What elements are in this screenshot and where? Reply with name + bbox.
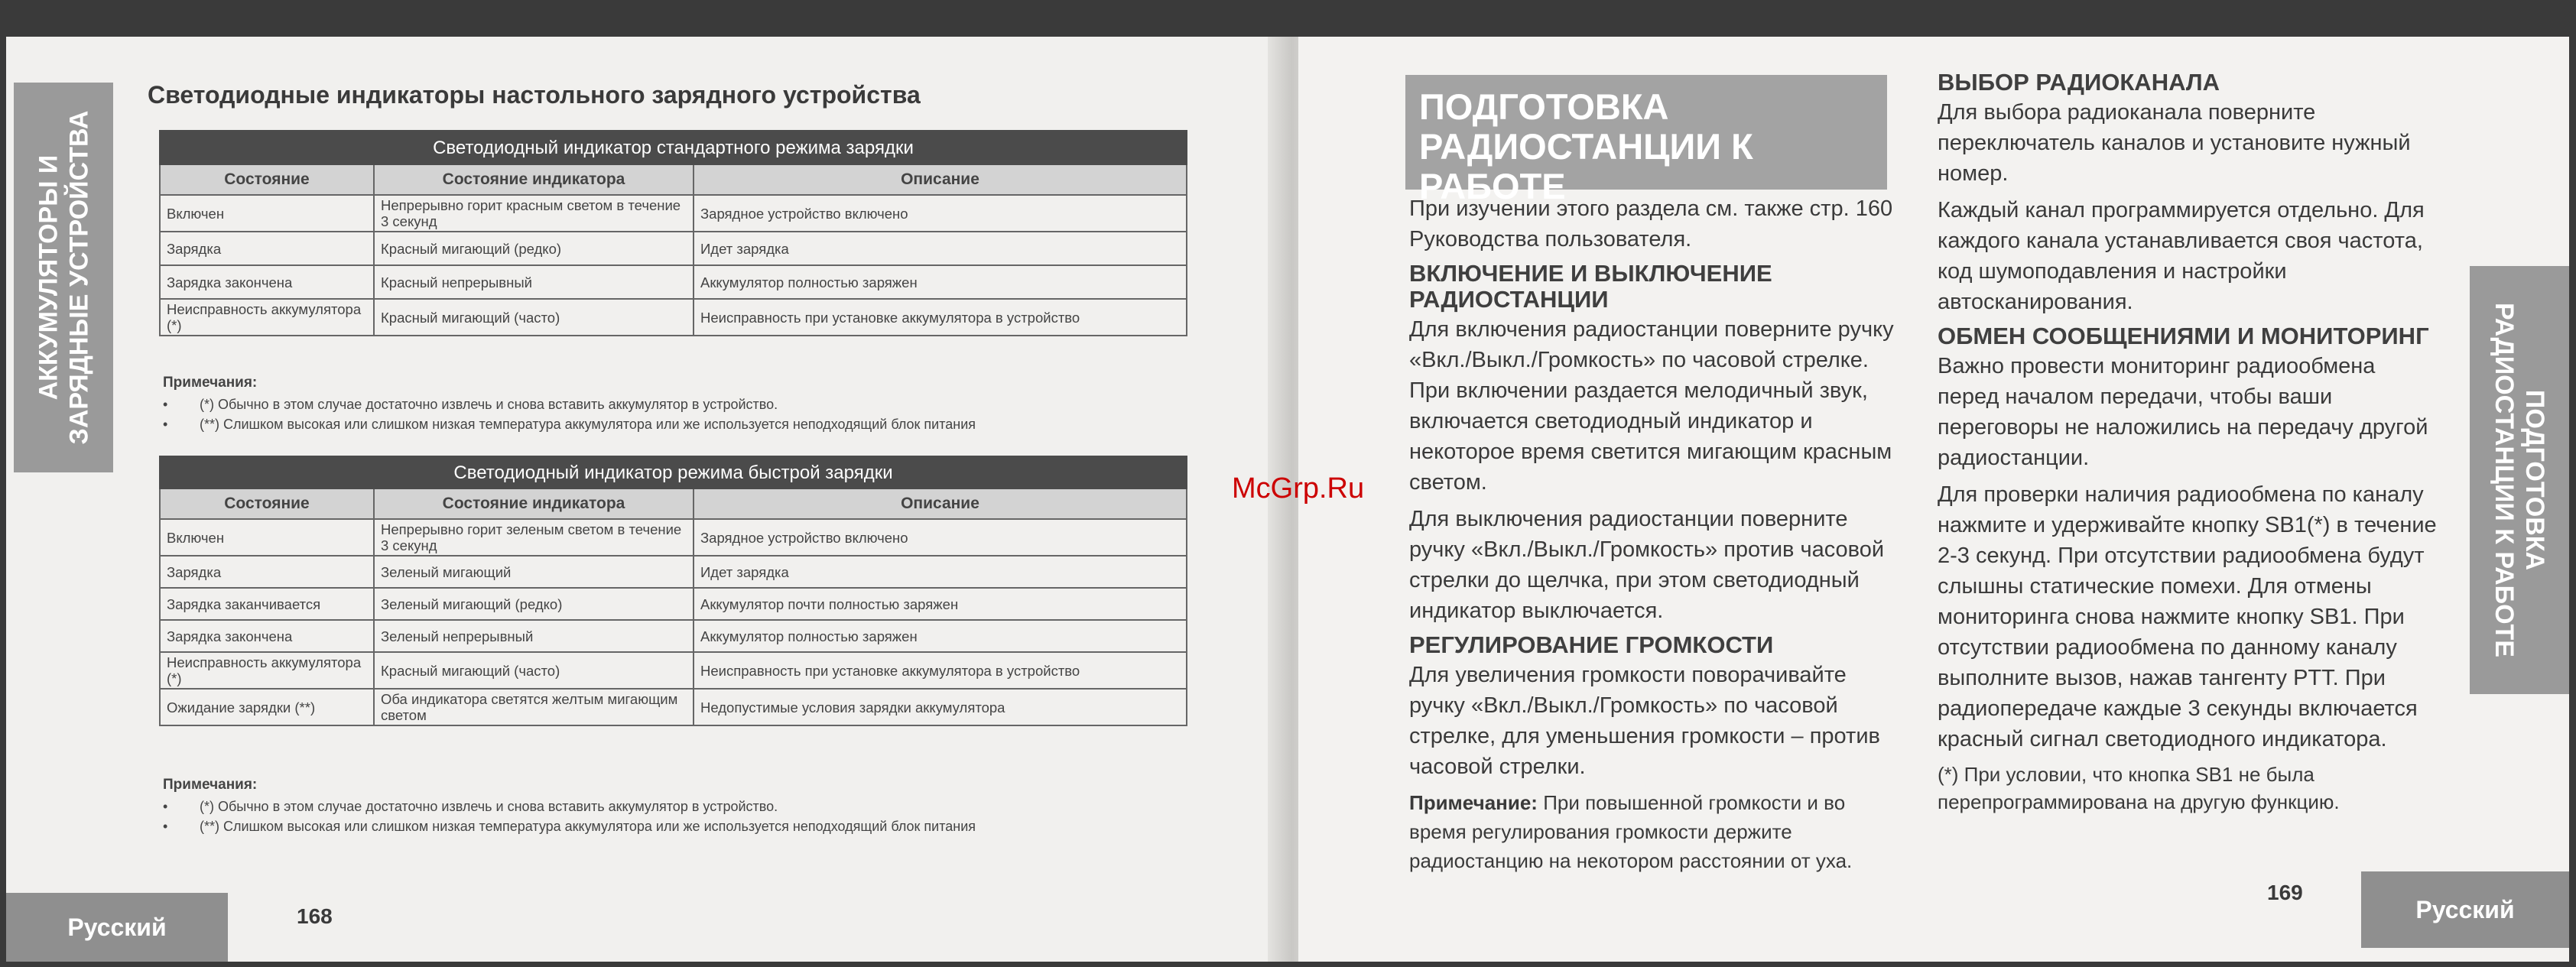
column-header: Состояние [160, 488, 374, 519]
watermark-text: McGrp.Ru [1232, 472, 1365, 505]
column-header: Состояние индикатора [374, 488, 694, 519]
table-row [160, 556, 1187, 588]
table-cell: Зеленый мигающий (редко) [374, 588, 694, 620]
page-title: Светодиодные индикаторы настольного зарядного устройства [148, 81, 921, 109]
table-row [160, 265, 1187, 299]
table-row [160, 299, 1187, 336]
page-number: 168 [297, 904, 333, 928]
notes-heading: Примечания: [163, 375, 258, 391]
table-cell: Идет зарядка [694, 232, 1187, 265]
left-section-tab-line2: ЗАРЯДНЫЕ УСТРОЙСТВА [64, 110, 93, 445]
table-cell: Включен [160, 195, 374, 232]
language-tab: Русский [2361, 871, 2569, 948]
table-row [160, 689, 1187, 725]
table-cell: Зеленый непрерывный [374, 620, 694, 652]
left-page [6, 37, 1283, 962]
table-cell: Неисправность при установке аккумулятора в устройство [694, 652, 1187, 689]
notes-block [163, 777, 976, 836]
monitoring-procedure-paragraph: Для проверки наличия радиообмена по каналу нажмите и удерживайте кнопку SB1(*) в течение 2-3 секунд. При отсутствии радиообмена будут слышны статические помехи. Для отмены мониторинга снова нажмите кнопку SB1. При отсутствии радиообмена по данному каналу выполните вызов, нажав тангенту PTT. При радиопередаче каждые 3 секунды включается красный сигнал светодиодного индикатора. [1938, 482, 2437, 751]
column-header: Описание [694, 488, 1187, 519]
volume-note [1409, 788, 1906, 875]
table-row [160, 652, 1187, 689]
channel-paragraph: Для выбора радиоканала поверните переключатель каналов и установите нужный номер. [1938, 100, 2411, 186]
table-cell: Оба индикатора светятся желтым мигающим светом [374, 689, 694, 725]
table-cell: Недопустимые условия зарядки аккумулятора [694, 689, 1187, 725]
table-row [160, 620, 1187, 652]
right-section-tab-line1: ПОДГОТОВКА [2520, 389, 2550, 571]
column-header: Описание [694, 164, 1187, 195]
monitoring-paragraph: Важно провести мониторинг радиообмена перед началом передачи, чтобы ваши переговоры не наложились на передачу другой радиостанции. [1938, 354, 2428, 470]
table-caption: Светодиодный индикатор режима быстрой зарядки [160, 456, 1187, 488]
table-cell: Зеленый мигающий [374, 556, 694, 588]
table-cell: Зарядное устройство включено [694, 519, 1187, 556]
volume-paragraph: Для увеличения громкости поворачивайте ручку «Вкл./Выкл./Громкость» по часовой стрелке, для уменьшения громкости – против часовой стрелки. [1409, 663, 1880, 779]
monitoring-heading: ОБМЕН СООБЩЕНИЯМИ И МОНИТОРИНГ [1938, 323, 2429, 349]
notes-block [163, 375, 976, 434]
note-label: Примечание: [1409, 791, 1538, 814]
channel-programming-paragraph: Каждый канал программируется отдельно. Для каждого канала устанавливается своя частота, код шумоподавления и настройки автосканирования. [1938, 198, 2425, 314]
text-column-left [1409, 193, 1906, 881]
text-column-right [1938, 63, 2442, 822]
right-section-tab-line2: РАДИОСТАНЦИИ К РАБОТЕ [2490, 303, 2519, 657]
table-cell: Зарядка [160, 232, 374, 265]
table-row [160, 588, 1187, 620]
table-cell: Зарядка [160, 556, 374, 588]
table-cell: Зарядка закончена [160, 620, 374, 652]
table-caption: Светодиодный индикатор стандартного режима зарядки [160, 131, 1187, 164]
right-section-tab [2470, 266, 2569, 694]
right-page [1298, 37, 2569, 962]
table-cell: Неисправность аккумулятора (*) [160, 652, 374, 689]
table-cell: Красный непрерывный [374, 265, 694, 299]
monitoring-footnote: (*) При условии, что кнопка SB1 не была перепрограммирована на другую функцию. [1938, 763, 2340, 813]
table-cell: Красный мигающий (часто) [374, 299, 694, 336]
note-item: • (**) Слишком высокая или слишком низкая температура аккумулятора или же используется неподходящий блок питания [163, 414, 976, 434]
note-item: • (*) Обычно в этом случае достаточно извлечь и снова вставить аккумулятор в устройство. [163, 394, 976, 414]
power-heading: ВКЛЮЧЕНИЕ И ВЫКЛЮЧЕНИЕ РАДИОСТАНЦИИ [1409, 260, 1772, 313]
book-spread [6, 37, 2569, 962]
left-section-tab-line1: АККУМУЛЯТОРЫ И [34, 154, 63, 401]
table-cell: Идет зарядка [694, 556, 1187, 588]
column-header: Состояние индикатора [374, 164, 694, 195]
table-cell: Аккумулятор полностью заряжен [694, 620, 1187, 652]
column-header: Состояние [160, 164, 374, 195]
page-number: 169 [2267, 881, 2303, 904]
table-cell: Неисправность при установке аккумулятора в устройство [694, 299, 1187, 336]
table-cell: Зарядное устройство включено [694, 195, 1187, 232]
table-cell: Включен [160, 519, 374, 556]
language-tab: Русский [6, 893, 228, 962]
volume-heading: РЕГУЛИРОВАНИЕ ГРОМКОСТИ [1409, 631, 1774, 658]
table-cell: Непрерывно горит красным светом в течение 3 секунд [374, 195, 694, 232]
intro-paragraph: При изучении этого раздела см. также стр. 160 Руководства пользователя. [1409, 196, 1893, 251]
table-cell: Красный мигающий (часто) [374, 652, 694, 689]
note-text: При повышенной громкости и во время регулирования громкости держите радиостанцию на некотором расстоянии от уха. [1409, 791, 1853, 872]
table-row [160, 232, 1187, 265]
table-row [160, 195, 1187, 232]
section-title-line2: РАДИОСТАНЦИИ К РАБОТЕ [1419, 126, 1753, 206]
table-cell: Ожидание зарядки (**) [160, 689, 374, 725]
notes-heading: Примечания: [163, 777, 258, 793]
table-cell: Зарядка заканчивается [160, 588, 374, 620]
section-title [1405, 75, 1887, 206]
table-cell: Красный мигающий (редко) [374, 232, 694, 265]
table-cell: Аккумулятор почти полностью заряжен [694, 588, 1187, 620]
section-title-line1: ПОДГОТОВКА [1419, 86, 1669, 127]
table-row [160, 519, 1187, 556]
fast-charging-table [159, 456, 1187, 726]
standard-charging-table [159, 130, 1187, 336]
left-section-tab [14, 83, 113, 472]
table-cell: Неисправность аккумулятора (*) [160, 299, 374, 336]
channel-heading: ВЫБОР РАДИОКАНАЛА [1938, 69, 2220, 96]
power-off-paragraph: Для выключения радиостанции поверните ручку «Вкл./Выкл./Громкость» против часовой стрелки до щелчка, при этом светодиодный индикатор выключается. [1409, 507, 1885, 623]
table-cell: Непрерывно горит зеленым светом в течение 3 секунд [374, 519, 694, 556]
note-item: • (*) Обычно в этом случае достаточно извлечь и снова вставить аккумулятор в устройство. [163, 797, 976, 816]
power-on-paragraph: Для включения радиостанции поверните ручку «Вкл./Выкл./Громкость» по часовой стрелке. При включении раздается мелодичный звук, включается светодиодный индикатор и некоторое время светится мигающим красным светом. [1409, 317, 1894, 495]
table-cell: Аккумулятор полностью заряжен [694, 265, 1187, 299]
note-item: • (**) Слишком высокая или слишком низкая температура аккумулятора или же используется неподходящий блок питания [163, 816, 976, 836]
table-cell: Зарядка закончена [160, 265, 374, 299]
